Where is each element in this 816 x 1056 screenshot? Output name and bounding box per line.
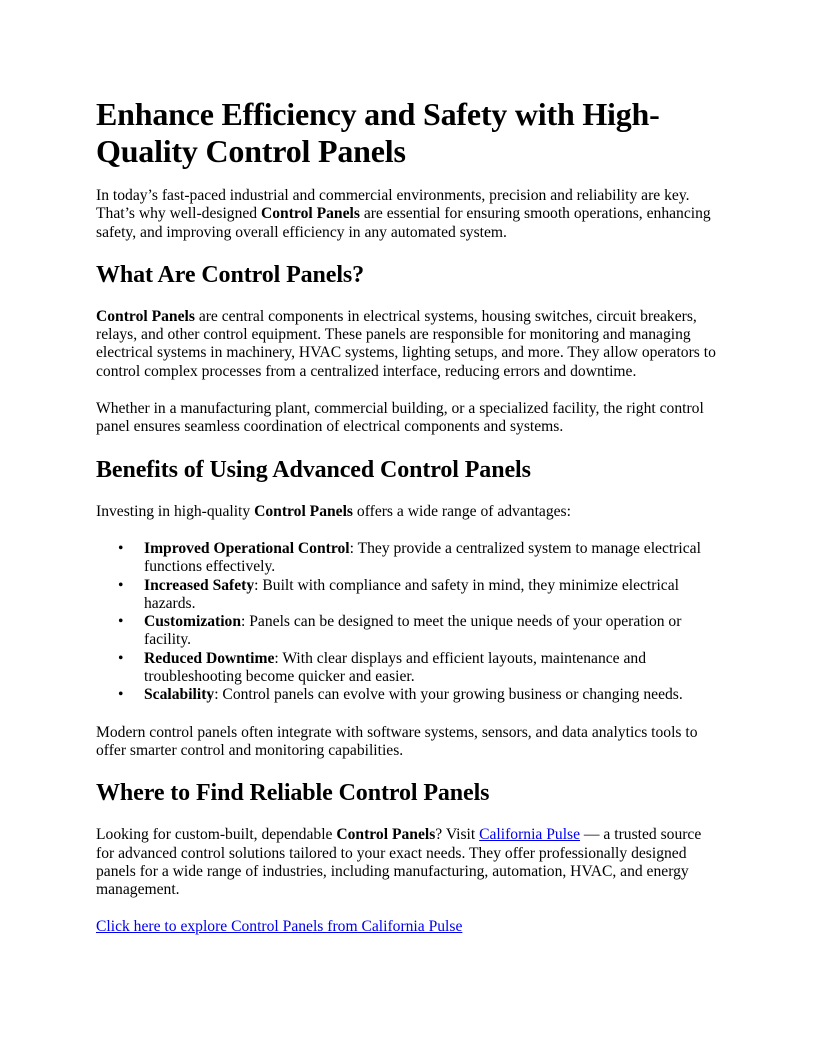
bullet-icon: • bbox=[118, 649, 124, 667]
list-item-term: Scalability bbox=[144, 686, 215, 704]
list-item-term: Increased Safety bbox=[144, 576, 255, 594]
list-item-text: : Built with compliance and safety in mind, they minimize electrical hazards. bbox=[144, 576, 679, 612]
list-item-text: : They provide a centralized system to manage electrical functions effectively. bbox=[144, 539, 701, 576]
list-item-text: : Control panels can evolve with your growing business or changing needs. bbox=[214, 686, 683, 704]
where-text-post: — a trusted source for advanced control solutions tailored to your exact needs. They offer professionally designed panels for a wide range of industries, including manufacturing, automation, HVAC, and energy management. bbox=[96, 826, 702, 899]
intro-text-pre: In today’s fast-paced industrial and commercial environments, precision and reliability are key. That’s why well-designed bbox=[96, 187, 690, 223]
cta-paragraph bbox=[96, 918, 722, 936]
bullet-icon: • bbox=[118, 539, 124, 557]
benefits-intro-pre: Investing in high-quality bbox=[96, 502, 255, 520]
list-item bbox=[118, 613, 722, 650]
what-are-bold-term: Control Panels bbox=[96, 307, 195, 325]
list-item bbox=[118, 686, 722, 704]
list-item-term: Customization bbox=[144, 613, 242, 631]
what-are-paragraph-1 bbox=[96, 308, 722, 381]
benefits-list bbox=[96, 540, 722, 705]
list-item-term: Improved Operational Control bbox=[144, 539, 350, 557]
benefits-intro-bold-term: Control Panels bbox=[254, 502, 354, 520]
section-heading-where-to-find: Where to Find Reliable Control Panels bbox=[96, 780, 490, 807]
list-item-text: : Panels can be designed to meet the unique needs of your operation or facility. bbox=[144, 613, 682, 649]
section-heading-what-are: What Are Control Panels? bbox=[96, 261, 365, 288]
benefits-outro-paragraph: Modern control panels often integrate with software systems, sensors, and data analytics tools to offer smarter control and monitoring capabilities. bbox=[96, 723, 698, 759]
list-item-term: Reduced Downtime bbox=[144, 649, 275, 667]
where-bold-term: Control Panels bbox=[336, 826, 436, 844]
list-item bbox=[118, 576, 722, 614]
where-text-pre: Looking for custom-built, dependable bbox=[96, 826, 337, 844]
document-page bbox=[96, 96, 722, 956]
section-heading-benefits: Benefits of Using Advanced Control Panels bbox=[96, 456, 531, 483]
intro-bold-term: Control Panels bbox=[261, 205, 360, 223]
benefits-intro-post: offers a wide range of advantages: bbox=[353, 502, 571, 520]
intro-text-post: are essential for ensuring smooth operations, enhancing safety, and improving overall efficiency in any automated system. bbox=[96, 205, 711, 241]
what-are-paragraph-2: Whether in a manufacturing plant, commercial building, or a specialized facility, the right control panel ensures seamless coordination of electrical components and systems. bbox=[96, 400, 704, 436]
list-item-text: : With clear displays and efficient layouts, maintenance and troubleshooting become quicker and easier. bbox=[144, 649, 646, 686]
page-title: Enhance Efficiency and Safety with High-Quality Control Panels bbox=[96, 96, 660, 169]
benefits-intro-paragraph bbox=[96, 503, 722, 521]
where-to-find-paragraph bbox=[96, 826, 722, 899]
bullet-icon: • bbox=[118, 686, 124, 704]
what-are-text: are central components in electrical systems, housing switches, circuit breakers, relays, and other control equipment. These panels are responsible for monitoring and managing electrical systems in machinery, HVAC systems, lighting setups, and more. They allow operators to control complex processes from a centralized interface, reducing errors and downtime. bbox=[96, 307, 716, 380]
california-pulse-link[interactable]: California Pulse bbox=[479, 826, 581, 844]
where-text-mid: ? Visit bbox=[435, 826, 480, 844]
list-item bbox=[118, 649, 722, 687]
bullet-icon: • bbox=[118, 613, 124, 631]
bullet-icon: • bbox=[118, 576, 124, 594]
list-item bbox=[118, 539, 722, 577]
intro-paragraph bbox=[96, 187, 722, 242]
explore-control-panels-link[interactable]: Click here to explore Control Panels from California Pulse bbox=[96, 918, 463, 936]
